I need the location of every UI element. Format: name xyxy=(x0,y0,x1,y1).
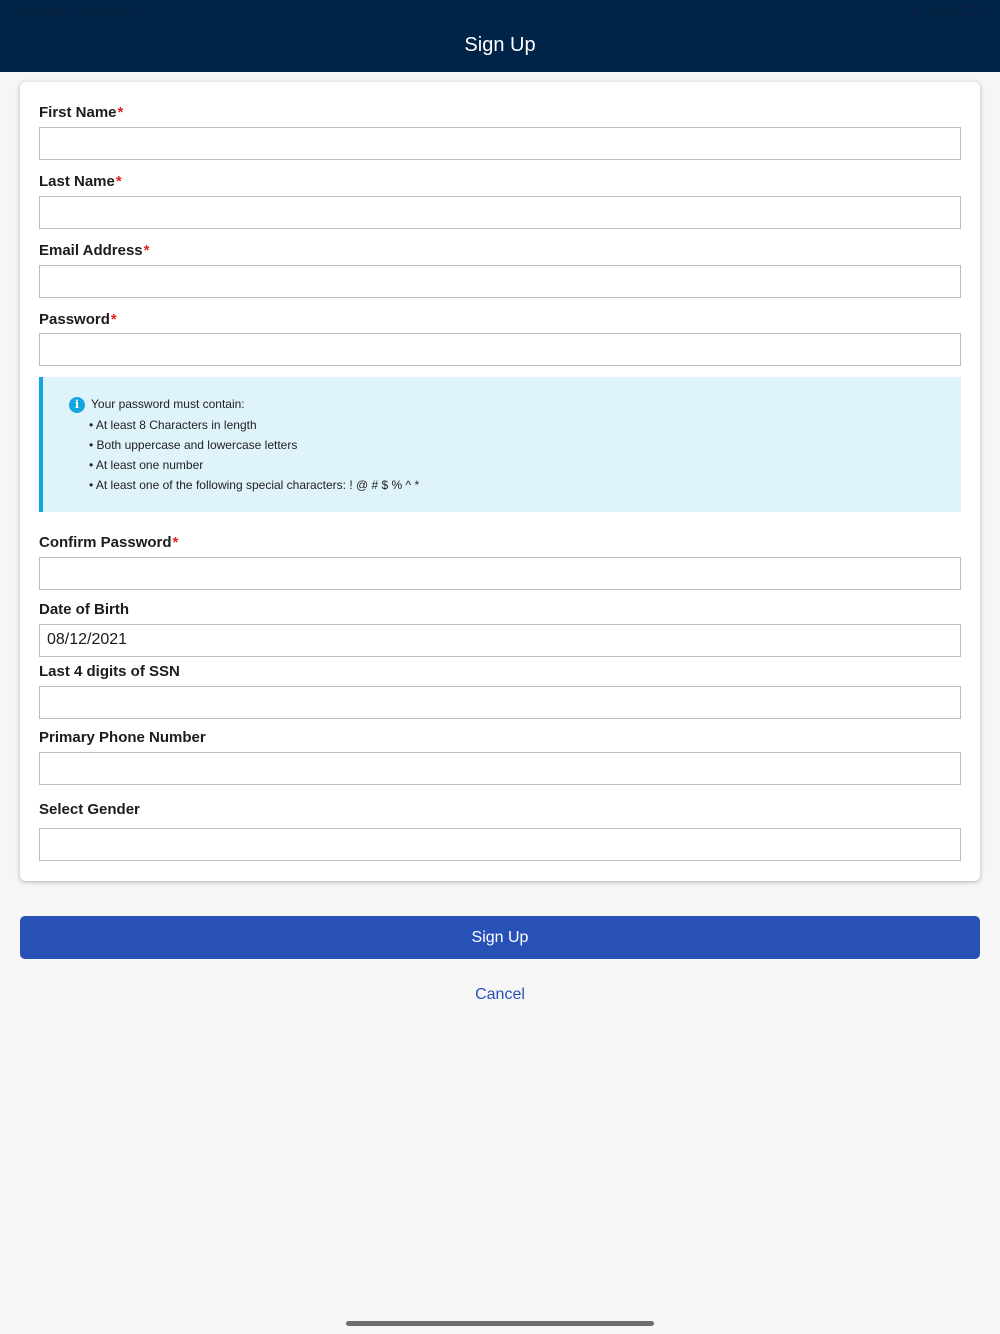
password-rule-text: At least 8 Characters in length xyxy=(95,418,257,432)
signup-form-card xyxy=(20,82,980,881)
required-marker: * xyxy=(117,104,124,121)
password-rule-text: At least one number xyxy=(95,458,204,472)
password-rule-item: • At least one number xyxy=(89,458,204,472)
ssn-input[interactable] xyxy=(39,686,961,719)
confirm-password-input[interactable] xyxy=(39,557,961,590)
signup-button[interactable]: Sign Up xyxy=(20,916,980,959)
wifi-icon xyxy=(909,6,923,16)
password-input[interactable] xyxy=(39,333,961,366)
status-date: Thu Aug 12 xyxy=(76,5,138,19)
email-input[interactable] xyxy=(39,265,961,298)
gender-select[interactable] xyxy=(39,828,961,861)
password-rules-title: Your password must contain: xyxy=(91,397,245,411)
last-name-label-text: Last Name xyxy=(39,173,115,190)
last-name-label xyxy=(39,173,122,190)
email-label-text: Email Address xyxy=(39,242,143,259)
password-label-text: Password xyxy=(39,311,110,328)
gender-label: Select Gender xyxy=(39,801,140,818)
home-indicator[interactable] xyxy=(346,1321,654,1326)
password-rule-text: At least one of the following special characters: ! @ # $ % ^ * xyxy=(95,478,420,492)
password-rule-item: • Both uppercase and lowercase letters xyxy=(89,438,298,452)
password-rule-item: • At least 8 Characters in length xyxy=(89,418,257,432)
first-name-label xyxy=(39,104,123,121)
required-marker: * xyxy=(143,242,150,259)
status-clock: 10:30 AM xyxy=(16,5,67,19)
battery-percent: 100% xyxy=(927,4,958,18)
first-name-input[interactable] xyxy=(39,127,961,160)
password-rule-item: • At least one of the following special characters: ! @ # $ % ^ * xyxy=(89,478,420,492)
phone-label: Primary Phone Number xyxy=(39,729,206,746)
phone-input[interactable] xyxy=(39,752,961,785)
confirm-password-label xyxy=(39,534,178,551)
info-icon: i xyxy=(69,397,85,413)
cancel-button[interactable]: Cancel xyxy=(475,986,525,1003)
password-label xyxy=(39,311,117,328)
dob-label: Date of Birth xyxy=(39,601,129,618)
password-rule-text: Both uppercase and lowercase letters xyxy=(96,438,298,452)
email-label xyxy=(39,242,150,259)
required-marker: * xyxy=(110,311,117,328)
first-name-label-text: First Name xyxy=(39,104,117,121)
nav-header xyxy=(0,0,1000,72)
password-requirements-box xyxy=(39,377,961,512)
dob-input[interactable] xyxy=(39,624,961,657)
status-time xyxy=(16,5,138,19)
last-name-input[interactable] xyxy=(39,196,961,229)
ssn-label: Last 4 digits of SSN xyxy=(39,663,180,680)
page-title: Sign Up xyxy=(464,34,536,56)
confirm-password-label-text: Confirm Password xyxy=(39,534,172,551)
required-marker: * xyxy=(172,534,179,551)
status-indicators xyxy=(909,4,984,18)
required-marker: * xyxy=(115,173,122,190)
dob-value: 08/12/2021 xyxy=(47,631,128,648)
battery-icon xyxy=(962,6,984,16)
